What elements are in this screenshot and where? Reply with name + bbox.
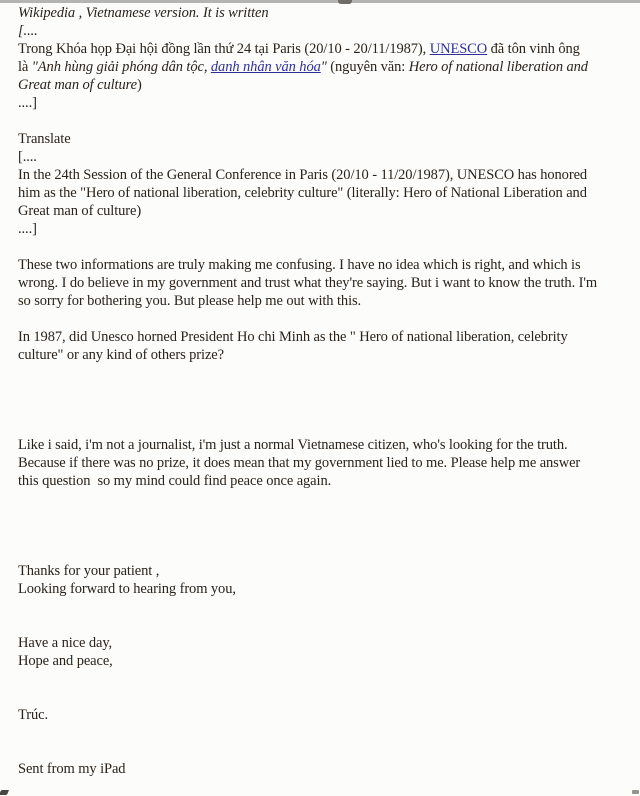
blank-line xyxy=(18,310,634,328)
email-body-text xyxy=(18,4,634,778)
blank-line xyxy=(18,526,634,544)
text-line xyxy=(18,256,634,274)
blank-line xyxy=(18,418,634,436)
text-run: Trong Khóa họp Đại hội đồng lần thứ 24 tại Paris (20/10 - 20/11/1987), xyxy=(18,41,430,57)
text-run: đã tôn vinh ông xyxy=(487,41,580,57)
blank-line xyxy=(18,382,634,400)
blank-line xyxy=(18,364,634,382)
text-line xyxy=(18,94,634,112)
text-run: These two informations are truly making me confusing. I have no idea which is right, and which is xyxy=(18,257,581,273)
text-line xyxy=(18,472,634,490)
blank-line xyxy=(18,544,634,562)
text-run: Translate xyxy=(18,131,71,147)
text-line xyxy=(18,76,634,94)
text-run: là xyxy=(18,59,32,75)
blank-line xyxy=(18,400,634,418)
text-run: Trúc. xyxy=(18,707,48,723)
text-line xyxy=(18,130,634,148)
text-line xyxy=(18,184,634,202)
text-run: " xyxy=(320,59,327,75)
text-run: Thanks for your patient , xyxy=(18,563,160,579)
blank-line xyxy=(18,724,634,742)
blank-line xyxy=(18,598,634,616)
text-run: Sent from my iPad xyxy=(18,761,126,777)
text-run: In the 24th Session of the General Conference in Paris (20/10 - 11/20/1987), UNESCO has honored xyxy=(18,167,588,183)
text-line xyxy=(18,4,634,22)
text-line xyxy=(18,580,634,598)
text-run: him as the "Hero of national liberation, celebrity culture" (literally: Hero of National Liberation and xyxy=(18,185,587,201)
text-run: ) xyxy=(136,77,142,93)
text-run: this question so my mind could find peace once again. xyxy=(18,473,332,489)
text-run: culture" or any kind of others prize? xyxy=(18,347,224,363)
text-run: "Anh hùng giải phóng dân tộc, xyxy=(31,59,211,75)
blank-line xyxy=(18,742,634,760)
text-run: Hope and peace, xyxy=(18,653,113,669)
unesco-link[interactable]: UNESCO xyxy=(429,41,488,57)
bottom-left-scan-speck xyxy=(0,790,9,795)
text-run: In 1987, did Unesco horned President Ho chi Minh as the " Hero of national liberation, celebrity xyxy=(18,329,568,345)
blank-line xyxy=(18,688,634,706)
blank-line xyxy=(18,490,634,508)
blank-line xyxy=(18,616,634,634)
blank-line xyxy=(18,670,634,688)
text-run: Great man of culture xyxy=(18,77,137,93)
text-line xyxy=(18,40,634,58)
text-run: [.... xyxy=(18,23,38,39)
text-line xyxy=(18,760,634,778)
text-line xyxy=(18,22,634,40)
text-line xyxy=(18,58,634,76)
text-line xyxy=(18,454,634,472)
text-line xyxy=(18,328,634,346)
text-run: Like i said, i'm not a journalist, i'm just a normal Vietnamese citizen, who's looking for the truth. xyxy=(18,437,568,453)
text-line xyxy=(18,202,634,220)
text-run: ....] xyxy=(18,95,37,111)
blank-line xyxy=(18,112,634,130)
text-line xyxy=(18,634,634,652)
text-line xyxy=(18,436,634,454)
text-run: Because if there was no prize, it does mean that my government lied to me. Please help me answer xyxy=(18,455,581,471)
text-line xyxy=(18,562,634,580)
text-line xyxy=(18,274,634,292)
text-line xyxy=(18,346,634,364)
text-run: Hero of national liberation and xyxy=(408,59,588,75)
text-line xyxy=(18,148,634,166)
text-run: Great man of culture) xyxy=(18,203,142,219)
text-run: Looking forward to hearing from you, xyxy=(18,581,236,597)
text-line xyxy=(18,220,634,238)
text-line xyxy=(18,652,634,670)
text-line xyxy=(18,706,634,724)
text-run: (nguyên văn: xyxy=(326,59,409,75)
text-run: so sorry for bothering you. But please help me out with this. xyxy=(18,293,362,309)
text-run: [.... xyxy=(18,149,37,165)
danh-nhan-van-hoa-link[interactable]: danh nhân văn hóa xyxy=(210,59,321,75)
text-run: wrong. I do believe in my government and trust what they're saying. But i want to know the truth. I'm xyxy=(18,275,598,291)
text-run: Have a nice day, xyxy=(18,635,113,651)
blank-line xyxy=(18,508,634,526)
bottom-right-scan-speck xyxy=(632,790,639,794)
text-run: Wikipedia , Vietnamese version. It is written xyxy=(18,5,269,21)
text-line xyxy=(18,166,634,184)
text-line xyxy=(18,292,634,310)
blank-line xyxy=(18,238,634,256)
cropped-previous-line-remnant xyxy=(0,0,640,3)
text-run: ....] xyxy=(18,221,37,237)
